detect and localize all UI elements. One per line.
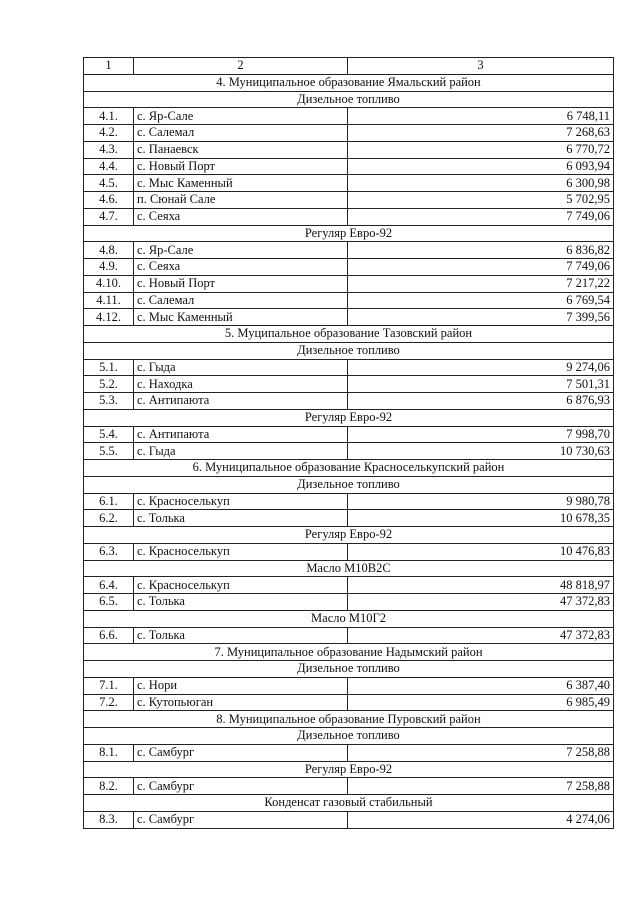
settlement-name: с. Толька (134, 594, 348, 611)
price-value: 6 748,11 (348, 108, 614, 125)
settlement-name: с. Сеяха (134, 259, 348, 276)
section-heading: 8. Муниципальное образование Пуровский район (84, 711, 614, 728)
fuel-type-row (84, 560, 614, 577)
price-table-body (84, 58, 614, 829)
table-row (84, 393, 614, 410)
table-row (84, 627, 614, 644)
price-value: 5 702,95 (348, 192, 614, 209)
price-value: 7 399,56 (348, 309, 614, 326)
fuel-type-heading: Регуляр Евро-92 (84, 409, 614, 426)
fuel-type-row (84, 91, 614, 108)
row-number: 6.4. (84, 577, 134, 594)
table-row (84, 677, 614, 694)
section-heading-row (84, 460, 614, 477)
price-value: 6 985,49 (348, 694, 614, 711)
settlement-name: с. Нори (134, 677, 348, 694)
table-row (84, 309, 614, 326)
price-value: 4 274,06 (348, 811, 614, 828)
settlement-name: с. Гыда (134, 359, 348, 376)
settlement-name: с. Салемал (134, 125, 348, 142)
settlement-name: с. Красноселькуп (134, 543, 348, 560)
row-number: 4.12. (84, 309, 134, 326)
row-number: 4.3. (84, 141, 134, 158)
settlement-name: с. Салемал (134, 292, 348, 309)
settlement-name: с. Яр-Сале (134, 108, 348, 125)
row-number: 4.2. (84, 125, 134, 142)
fuel-type-heading: Дизельное топливо (84, 476, 614, 493)
price-value: 48 818,97 (348, 577, 614, 594)
settlement-name: с. Новый Порт (134, 275, 348, 292)
settlement-name: с. Красноселькуп (134, 577, 348, 594)
price-value: 6 770,72 (348, 141, 614, 158)
row-number: 4.11. (84, 292, 134, 309)
table-row (84, 543, 614, 560)
row-number: 4.6. (84, 192, 134, 209)
settlement-name: с. Красноселькуп (134, 493, 348, 510)
price-value: 6 769,54 (348, 292, 614, 309)
section-heading-row (84, 711, 614, 728)
price-value: 7 749,06 (348, 208, 614, 225)
table-row (84, 108, 614, 125)
row-number: 8.2. (84, 778, 134, 795)
fuel-type-row (84, 225, 614, 242)
table-row (84, 242, 614, 259)
table-row (84, 744, 614, 761)
price-value: 6 093,94 (348, 158, 614, 175)
settlement-name: с. Мыс Каменный (134, 175, 348, 192)
row-number: 8.1. (84, 744, 134, 761)
settlement-name: с. Мыс Каменный (134, 309, 348, 326)
settlement-name: с. Гыда (134, 443, 348, 460)
table-row (84, 811, 614, 828)
row-number: 4.7. (84, 208, 134, 225)
column-number-3: 3 (348, 58, 614, 75)
settlement-name: с. Находка (134, 376, 348, 393)
price-table (83, 57, 614, 829)
row-number: 5.4. (84, 426, 134, 443)
row-number: 5.2. (84, 376, 134, 393)
table-row (84, 192, 614, 209)
table-row (84, 426, 614, 443)
row-number: 4.1. (84, 108, 134, 125)
row-number: 8.3. (84, 811, 134, 828)
row-number: 4.10. (84, 275, 134, 292)
column-number-row (84, 58, 614, 75)
row-number: 4.9. (84, 259, 134, 276)
table-row (84, 158, 614, 175)
table-row (84, 510, 614, 527)
table-row (84, 208, 614, 225)
fuel-type-row (84, 476, 614, 493)
table-row (84, 443, 614, 460)
fuel-type-row (84, 761, 614, 778)
fuel-type-heading: Масло М10Г2 (84, 610, 614, 627)
row-number: 7.2. (84, 694, 134, 711)
table-row (84, 141, 614, 158)
fuel-type-heading: Конденсат газовый стабильный (84, 795, 614, 812)
price-value: 10 476,83 (348, 543, 614, 560)
fuel-type-heading: Дизельное топливо (84, 342, 614, 359)
table-row (84, 376, 614, 393)
settlement-name: с. Антипаюта (134, 426, 348, 443)
fuel-type-row (84, 728, 614, 745)
section-heading: 6. Муниципальное образование Красноселькупский район (84, 460, 614, 477)
section-heading-row (84, 644, 614, 661)
fuel-type-row (84, 610, 614, 627)
table-row (84, 359, 614, 376)
section-heading: 5. Муципальное образование Тазовский район (84, 326, 614, 343)
price-value: 47 372,83 (348, 594, 614, 611)
table-row (84, 577, 614, 594)
table-row (84, 125, 614, 142)
fuel-type-row (84, 795, 614, 812)
price-value: 10 730,63 (348, 443, 614, 460)
row-number: 4.4. (84, 158, 134, 175)
section-heading: 4. Муниципальное образование Ямальский район (84, 74, 614, 91)
table-row (84, 259, 614, 276)
price-value: 7 258,88 (348, 744, 614, 761)
price-value: 47 372,83 (348, 627, 614, 644)
fuel-type-heading: Регуляр Евро-92 (84, 761, 614, 778)
settlement-name: с. Толька (134, 510, 348, 527)
column-number-2: 2 (134, 58, 348, 75)
price-value: 7 217,22 (348, 275, 614, 292)
row-number: 5.3. (84, 393, 134, 410)
fuel-type-heading: Дизельное топливо (84, 91, 614, 108)
row-number: 6.3. (84, 543, 134, 560)
table-row (84, 175, 614, 192)
fuel-type-heading: Регуляр Евро-92 (84, 527, 614, 544)
row-number: 6.2. (84, 510, 134, 527)
price-value: 9 980,78 (348, 493, 614, 510)
fuel-type-row (84, 409, 614, 426)
price-value: 7 998,70 (348, 426, 614, 443)
table-row (84, 292, 614, 309)
fuel-type-row (84, 527, 614, 544)
price-value: 7 268,63 (348, 125, 614, 142)
settlement-name: с. Панаевск (134, 141, 348, 158)
settlement-name: с. Яр-Сале (134, 242, 348, 259)
price-value: 7 501,31 (348, 376, 614, 393)
table-row (84, 694, 614, 711)
section-heading-row (84, 326, 614, 343)
settlement-name: п. Сюнай Сале (134, 192, 348, 209)
fuel-type-row (84, 661, 614, 678)
row-number: 6.5. (84, 594, 134, 611)
row-number: 6.1. (84, 493, 134, 510)
price-value: 9 274,06 (348, 359, 614, 376)
settlement-name: с. Антипаюта (134, 393, 348, 410)
price-value: 6 836,82 (348, 242, 614, 259)
table-row (84, 275, 614, 292)
row-number: 6.6. (84, 627, 134, 644)
table-row (84, 778, 614, 795)
column-number-1: 1 (84, 58, 134, 75)
price-value: 6 387,40 (348, 677, 614, 694)
fuel-type-heading: Масло М10В2С (84, 560, 614, 577)
row-number: 7.1. (84, 677, 134, 694)
price-value: 7 258,88 (348, 778, 614, 795)
fuel-type-heading: Регуляр Евро-92 (84, 225, 614, 242)
price-value: 10 678,35 (348, 510, 614, 527)
row-number: 5.5. (84, 443, 134, 460)
fuel-type-heading: Дизельное топливо (84, 728, 614, 745)
settlement-name: с. Сеяха (134, 208, 348, 225)
fuel-type-heading: Дизельное топливо (84, 661, 614, 678)
section-heading: 7. Муниципальное образование Надымский район (84, 644, 614, 661)
settlement-name: с. Самбург (134, 744, 348, 761)
price-value: 6 300,98 (348, 175, 614, 192)
settlement-name: с. Кутопьюган (134, 694, 348, 711)
row-number: 4.5. (84, 175, 134, 192)
row-number: 4.8. (84, 242, 134, 259)
section-heading-row (84, 74, 614, 91)
fuel-type-row (84, 342, 614, 359)
price-value: 7 749,06 (348, 259, 614, 276)
settlement-name: с. Новый Порт (134, 158, 348, 175)
settlement-name: с. Толька (134, 627, 348, 644)
table-row (84, 493, 614, 510)
settlement-name: с. Самбург (134, 778, 348, 795)
settlement-name: с. Самбург (134, 811, 348, 828)
table-row (84, 594, 614, 611)
price-value: 6 876,93 (348, 393, 614, 410)
row-number: 5.1. (84, 359, 134, 376)
